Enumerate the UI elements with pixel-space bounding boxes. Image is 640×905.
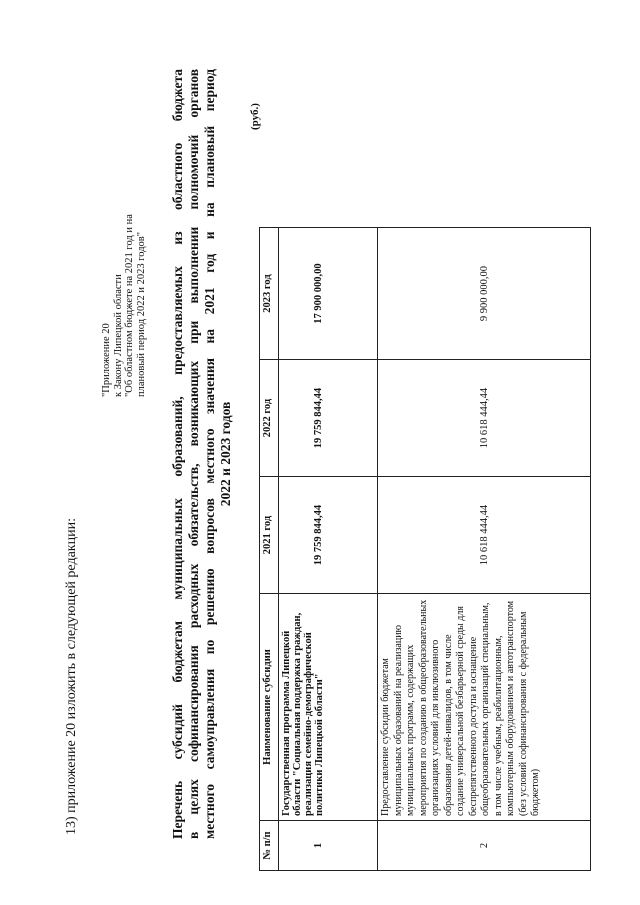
header-2022: 2022 год (260, 360, 279, 477)
table-header-row (260, 228, 279, 871)
appendix-line: плановый период 2022 и 2023 годов" (135, 231, 147, 397)
row-amount-2022: 19 759 844,44 (279, 360, 378, 477)
document-title (170, 69, 234, 839)
currency-unit: (руб.) (249, 103, 261, 130)
title-line: Перечень субсидий бюджетам муниципальных образований, предоставляемых из областного бюджета (170, 69, 185, 839)
row-amount-2023: 17 900 000,00 (279, 228, 378, 360)
row-subsidy-name: Предоставление субсидии бюджетам муниципальных образований на реализацию муниципальных программ, содержащих мероприятия по созданию в общеобразовательных организациях условий для инклюзивного образования детей-инвалидов, в том числе создание универсальной безбарьерной среды для беспрепятственного доступа и оснащение общеобразовательных организаций специальным, в том числе учебным, реабилитационным, компьютерным оборудованием и автотранспортом (без условий софинансирования с федеральным бюджетом) (378, 594, 591, 821)
header-2023: 2023 год (260, 228, 279, 360)
row-amount-2023: 9 900 000,00 (378, 228, 591, 360)
row-amount-2021: 10 618 444,44 (378, 477, 591, 594)
appendix-reference (101, 67, 147, 397)
row-number: 2 (378, 821, 591, 871)
table-row (378, 228, 591, 871)
row-amount-2021: 19 759 844,44 (279, 477, 378, 594)
header-subsidy-name: Наименование субсидии (260, 594, 279, 821)
appendix-line: "Об областном бюджете на 2021 год и на (124, 214, 135, 397)
amendment-intro: 13) приложение 20 изложить в следующей редакции: (64, 518, 79, 835)
row-number: 1 (279, 821, 378, 871)
row-amount-2022: 10 618 444,44 (378, 360, 591, 477)
appendix-line: "Приложение 20 (101, 323, 112, 397)
table-row (279, 228, 378, 871)
title-line: 2022 и 2023 годов (218, 401, 233, 507)
subsidies-table (259, 227, 591, 871)
row-subsidy-name: Государственная программа Липецкой области "Социальная поддержка граждан, реализация семейно-демографической политики Липецкой области" (279, 594, 378, 821)
title-line: в целях софинансирования расходных обязательств, возникающих при выполнении полномочий органов (186, 69, 201, 839)
appendix-line: к Закону Липецкой области (112, 274, 124, 397)
header-2021: 2021 год (260, 477, 279, 594)
header-number: № п/п (260, 821, 279, 871)
title-line: местного самоуправления по решению вопросов местного значения на 2021 год и на плановый период (202, 69, 217, 839)
